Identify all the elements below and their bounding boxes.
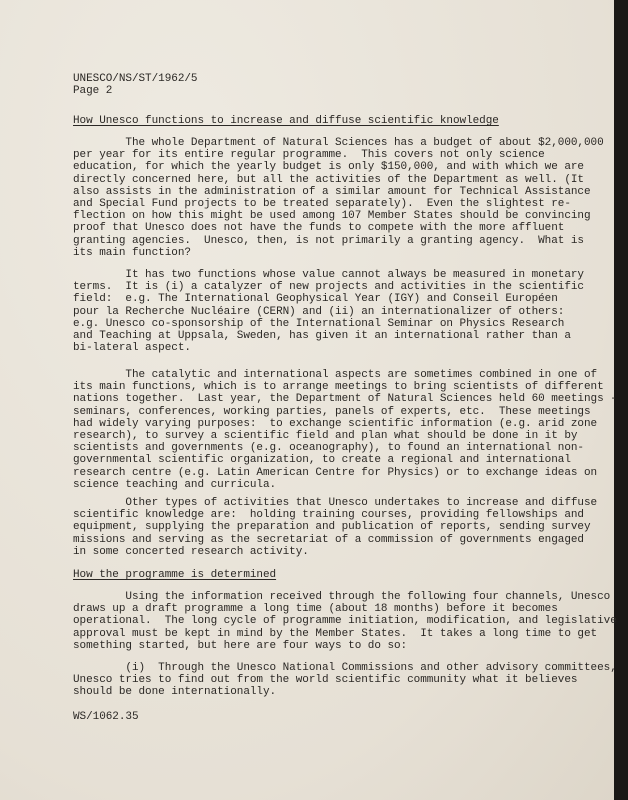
document-header <box>73 73 197 97</box>
text-line: in some concerted research activity. <box>73 545 309 558</box>
paragraph <box>73 369 617 491</box>
text-line: draws up a draft programme a long time (about 18 months) before it becomes <box>73 603 558 616</box>
text-line: operational. The long cycle of programme initiation, modification, and legislative <box>73 615 617 628</box>
text-line: scientists and governments (e.g. oceanography), to found an international non- <box>73 442 584 455</box>
text-line: e.g. Unesco co-sponsorship of the International Seminar on Physics Research <box>73 317 565 330</box>
text-line: The whole Department of Natural Sciences has a budget of about $2,000,000 <box>73 137 604 149</box>
text-line: pour la Recherche Nucléaire (CERN) and (ii) an internationalizer of others: <box>73 305 565 318</box>
text-line: research centre (e.g. Latin American Centre for Physics) or to exchange ideas on <box>73 466 598 479</box>
page-number: Page 2 <box>73 85 113 98</box>
document-footer-code: WS/1062.35 <box>73 711 139 723</box>
text-line: Using the information received through the following four channels, Unesco <box>73 591 611 603</box>
text-line: its main function? <box>73 246 191 259</box>
text-line: granting agencies. Unesco, then, is not primarily a granting agency. What is <box>73 234 584 247</box>
text-line: It has two functions whose value cannot always be measured in monetary <box>73 269 584 281</box>
text-line: research), to survey a scientific field and plan what should be done in it by <box>73 429 578 442</box>
text-line: something started, but here are four ways to do so: <box>73 639 408 652</box>
paragraph <box>73 497 597 558</box>
text-line: equipment, supplying the preparation and publication of reports, sending survey <box>73 521 591 534</box>
paragraph <box>73 269 584 354</box>
text-line: directly concerned here, but all the activities of the Department as well. (It <box>73 173 584 186</box>
paragraph <box>73 137 604 259</box>
text-line: scientific knowledge are: holding training courses, providing fellowships and <box>73 509 584 522</box>
text-line: The catalytic and international aspects are sometimes combined in one of <box>73 369 598 381</box>
text-line: (i) Through the Unesco National Commissions and other advisory committees, <box>73 662 617 674</box>
text-line: approval must be kept in mind by the Member States. It takes a long time to get <box>73 627 598 640</box>
text-line: seminars, conferences, working parties, panels of experts, etc. These meetings <box>73 405 591 418</box>
text-line: missions and serving as the secretariat of a commission of governments engaged <box>73 533 584 546</box>
text-line: proof that Unesco does not have the funds to compete with the more affluent <box>73 222 565 235</box>
text-line: per year for its entire regular programme. This covers not only science <box>73 149 545 162</box>
text-line: should be done internationally. <box>73 686 277 699</box>
text-line: education, for which the yearly budget is only $150,000, and with which we are <box>73 161 584 174</box>
text-line: science teaching and curricula. <box>73 478 277 491</box>
text-line: Unesco tries to find out from the world scientific community what it believes <box>73 674 578 687</box>
text-line: and Teaching at Uppsala, Sweden, has given it an international rather than a <box>73 329 571 342</box>
document-reference: UNESCO/NS/ST/1962/5 <box>73 73 198 85</box>
text-line: flection on how this might be used among 107 Member States should be convincing <box>73 210 591 223</box>
paragraph <box>73 662 617 699</box>
paragraph <box>73 591 617 652</box>
text-line: nations together. Last year, the Department of Natural Sciences held 60 meetings - <box>73 393 617 406</box>
text-line: governmental scientific organization, to create a regional and international <box>73 454 571 467</box>
text-line: its main functions, which is to arrange meetings to bring scientists of different <box>73 381 604 394</box>
text-line: had widely varying purposes: to exchange scientific information (e.g. arid zone <box>73 417 598 430</box>
text-line: terms. It is (i) a catalyzer of new projects and activities in the scientific <box>73 281 584 294</box>
section-heading-2: How the programme is determined <box>73 569 277 581</box>
text-line: and Special Fund projects to be treated separately). Even the slightest re- <box>73 197 571 210</box>
text-line: also assists in the administration of a similar amount for Technical Assistance <box>73 185 591 198</box>
text-line: Other types of activities that Unesco undertakes to increase and diffuse <box>73 497 598 509</box>
text-line: bi-lateral aspect. <box>73 342 191 355</box>
section-heading-1: How Unesco functions to increase and diffuse scientific knowledge <box>73 115 499 127</box>
text-line: field: e.g. The International Geophysical Year (IGY) and Conseil Européen <box>73 293 558 306</box>
